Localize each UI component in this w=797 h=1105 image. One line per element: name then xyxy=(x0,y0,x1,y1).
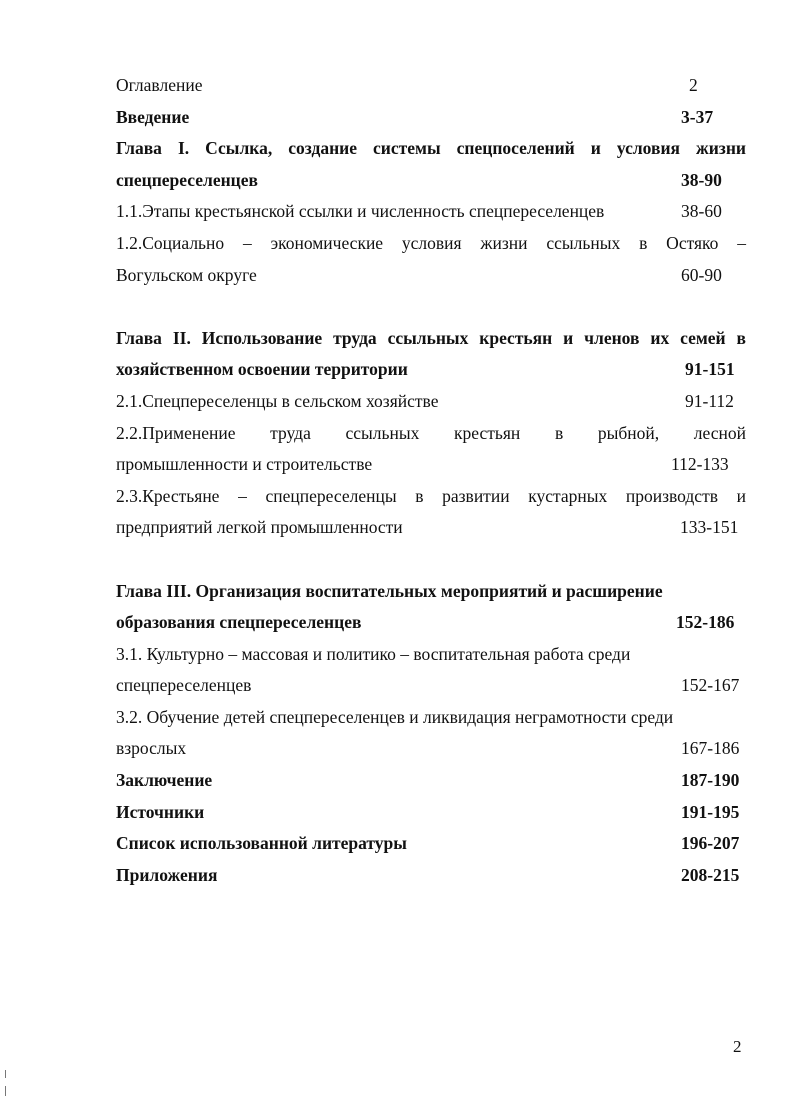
toc-label: Оглавление xyxy=(116,75,203,95)
toc-section-2-2 xyxy=(116,449,746,481)
toc-page: 196-207 xyxy=(681,833,740,854)
toc-label: Заключение xyxy=(116,770,213,791)
toc-entry-appendix xyxy=(116,860,746,892)
toc-page: 60-90 xyxy=(681,264,722,285)
toc-page: 38-60 xyxy=(681,201,722,222)
toc-section-2-1 xyxy=(116,386,746,418)
toc-page: 191-195 xyxy=(681,801,740,822)
toc-chapter-2 xyxy=(116,354,746,386)
toc-section-2-3 xyxy=(116,512,746,544)
toc-label: спецпереселенцев xyxy=(116,675,252,696)
toc-label: Приложения xyxy=(116,864,218,885)
toc-label: предприятий легкой промышленности xyxy=(116,517,403,538)
toc-label: хозяйственном освоении территории xyxy=(116,359,408,380)
toc-page: 2 xyxy=(689,75,698,95)
toc-page: 208-215 xyxy=(681,864,740,885)
toc-label: образования спецпереселенцев xyxy=(116,612,362,633)
page-number: 2 xyxy=(733,1037,742,1056)
toc-page: 38-90 xyxy=(681,169,722,190)
toc-label: Вогульском округе xyxy=(116,264,257,285)
toc-label: взрослых xyxy=(116,738,187,759)
toc-page: 112-133 xyxy=(671,454,729,475)
toc-label: 2.1.Спецпереселенцы в сельском хозяйстве xyxy=(116,390,439,411)
toc-page: 152-167 xyxy=(681,675,740,696)
toc-chapter-2-title-line1: Глава II. Использование труда ссыльных крестьян и членов их семей в xyxy=(116,327,746,348)
toc-chapter-3 xyxy=(116,607,746,639)
toc-page: 167-186 xyxy=(681,738,740,759)
toc-page: 133-151 xyxy=(680,517,739,538)
toc-section-3-1-line1: 3.1. Культурно – массовая и политико – воспитательная работа среди xyxy=(116,643,631,664)
toc-section-1-2-line1: 1.2.Социально – экономические условия жизни ссыльных в Остяко – xyxy=(116,232,746,253)
toc-label: Введение xyxy=(116,106,190,127)
toc-page: 91-112 xyxy=(685,390,734,411)
toc-chapter-1-title-line1: Глава I. Ссылка, создание системы спецпоселений и условия жизни xyxy=(116,138,746,159)
toc-entry-conclusion xyxy=(116,765,746,797)
toc-chapter-1 xyxy=(116,165,746,197)
toc-label: 1.1.Этапы крестьянской ссылки и численность спецпереселенцев xyxy=(116,201,605,222)
toc-entry-contents xyxy=(116,70,746,102)
toc-section-3-2-line1: 3.2. Обучение детей спецпереселенцев и ликвидация неграмотности среди xyxy=(116,706,674,727)
toc-section-2-2-line1: 2.2.Применение труда ссыльных крестьян в рыбной, лесной xyxy=(116,422,746,443)
toc-entry-literature xyxy=(116,828,746,860)
toc-page: 3-37 xyxy=(681,106,714,127)
toc-section-3-1 xyxy=(116,670,746,702)
toc-entry-sources xyxy=(116,797,746,829)
scan-mark xyxy=(5,1086,6,1096)
table-of-contents xyxy=(116,70,746,891)
toc-section-1-2 xyxy=(116,260,746,292)
toc-label: Источники xyxy=(116,801,205,822)
toc-page: 152-186 xyxy=(676,612,735,633)
toc-page: 91-151 xyxy=(685,359,735,380)
toc-page: 187-190 xyxy=(681,770,740,791)
toc-label: Список использованной литературы xyxy=(116,833,407,854)
toc-entry-intro xyxy=(116,102,746,134)
toc-label: промышленности и строительстве xyxy=(116,454,373,475)
toc-section-2-3-line1: 2.3.Крестьяне – спецпереселенцы в развитии кустарных производств и xyxy=(116,485,746,506)
toc-label: спецпереселенцев xyxy=(116,169,258,190)
toc-chapter-3-title-line1: Глава III. Организация воспитательных мероприятий и расширение xyxy=(116,580,663,601)
toc-section-1-1 xyxy=(116,196,746,228)
scan-mark xyxy=(5,1070,6,1078)
toc-section-3-2 xyxy=(116,733,746,765)
